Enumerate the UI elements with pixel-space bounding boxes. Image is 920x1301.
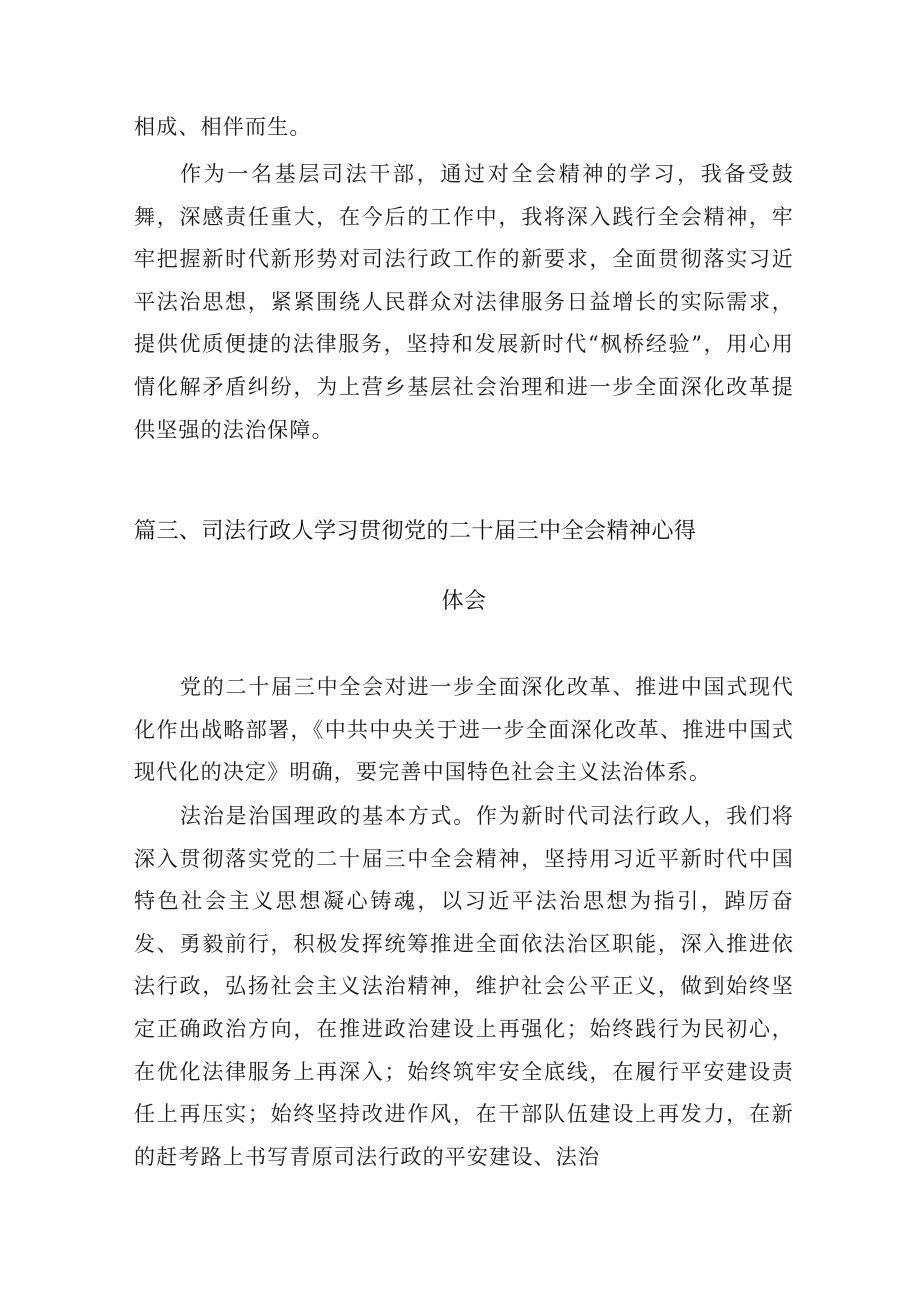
paragraph-rule-of-law: 法治是治国理政的基本方式。作为新时代司法行政人，我们将深入贯彻落实党的二十届三中全会精神，坚持用习近平新时代中国特色社会主义思想凝心铸魂，以习近平法治思想为指引，踔厉奋发、勇毅前行，积极发挥统筹推进全面依法治区职能，深入推进依法行政，弘扬社会主义法治精神，维护社会公平正义，做到始终坚定正确政治方向，在推进政治建设上再强化；始终践行为民初心，在优化法律服务上再深入；始终筑牢安全底线，在履行平安建设责任上再压实；始终坚持改进作风，在干部队伍建设上再发力，在新的赶考路上书写青原司法行政的平安建设、法治 <box>134 804 794 1169</box>
paragraph-plenary-intro: 党的二十届三中全会对进一步全面深化改革、推进中国式现代化作出战略部署，《中共中央关于进一步全面深化改革、推进中国式现代化的决定》明确，要完善中国特色社会主义法治体系。 <box>134 675 794 785</box>
paragraph-personal-reflection: 作为一名基层司法干部，通过对全会精神的学习，我备受鼓舞，深感责任重大，在今后的工作中，我将深入践行全会精神，牢牢把握新时代新形势对司法行政工作的新要求，全面贯彻落实习近平法治思想，紧紧围绕人民群众对法律服务日益增长的实际需求，提供优质便捷的法律服务，坚持和发展新时代“枫桥经验”，用心用情化解矛盾纠纷，为上营乡基层社会治理和进一步全面深化改革提供坚强的法治保障。 <box>134 162 794 442</box>
section-heading-line1: 篇三、司法行政人学习贯彻党的二十届三中全会精神心得 <box>134 519 697 544</box>
section-heading <box>134 497 794 637</box>
paragraph-continuation: 相成、相伴而生。 <box>134 115 312 139</box>
section-heading-line2: 体会 <box>441 589 487 614</box>
